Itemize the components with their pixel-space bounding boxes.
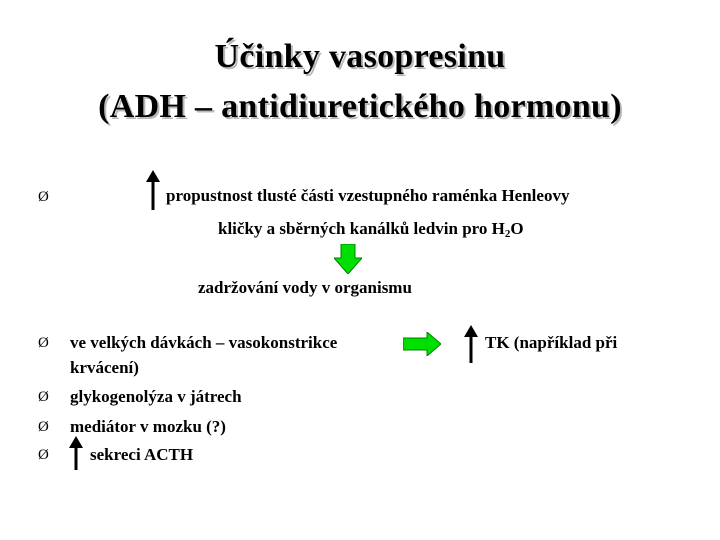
up-arrow-icon	[464, 325, 478, 363]
effect-text: TK (například při	[485, 333, 618, 352]
list-item-1-line1: ve velkých dávkách – vasokonstrikce	[70, 333, 338, 352]
list-item-3: mediátor v mozku (?)	[70, 417, 226, 436]
section1-line2: kličky a sběrných kanálků ledvin pro $H_2O$	[218, 219, 524, 240]
bullet-arrow-icon: Ø	[38, 189, 49, 205]
slide-title-line2: (ADH – antidiuretického hormonu)	[98, 88, 622, 125]
section1-result: zadržování vody v organismu	[198, 278, 412, 297]
list-item-4: sekreci ACTH	[90, 445, 194, 464]
bullet-arrow-icon: Ø	[38, 419, 49, 435]
down-arrow-icon	[334, 244, 362, 274]
up-arrow-icon	[69, 436, 83, 470]
section1-line1: propustnost tlusté části vzestupného raménka Henleovy	[166, 186, 570, 205]
up-arrow-icon	[146, 170, 160, 210]
right-arrow-icon	[403, 332, 441, 356]
bullet-arrow-icon: Ø	[38, 389, 49, 405]
list-item-2: glykogenolýza v játrech	[70, 387, 242, 406]
bullet-arrow-icon: Ø	[38, 447, 49, 463]
bullet-arrow-icon: Ø	[38, 335, 49, 351]
slide-title-line1: Účinky vasopresinu	[214, 38, 506, 75]
list-item-1-line2: krvácení)	[70, 358, 139, 377]
